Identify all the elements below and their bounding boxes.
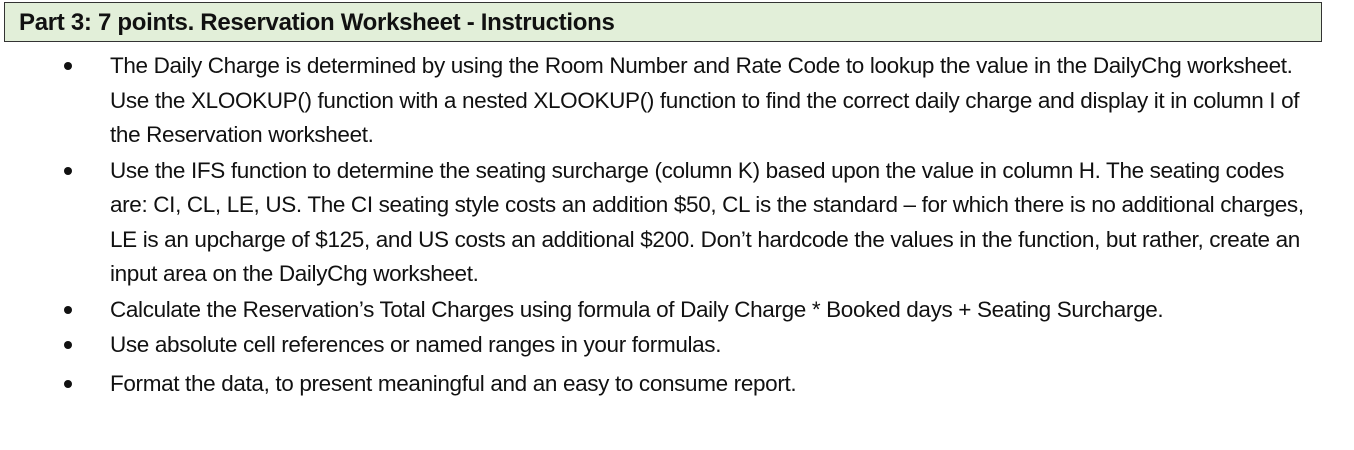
list-item [0,293,1354,328]
bullet-icon [64,380,72,388]
section-title: Part 3: 7 points. Reservation Worksheet - Instructions [19,9,615,36]
instruction-text: Calculate the Reservation’s Total Charges using formula of Daily Charge * Booked days + Seating Surcharge. [110,296,1164,322]
bullet-icon [64,306,72,314]
instruction-text: Format the data, to present meaningful and an easy to consume report. [110,370,797,396]
list-item [0,328,1354,363]
bullet-icon [64,341,72,349]
list-item [0,154,1354,292]
bullet-icon [64,167,72,175]
list-item [0,49,1354,153]
instruction-text: The Daily Charge is determined by using the Room Number and Rate Code to lookup the value in the DailyChg worksheet. Use the XLOOKUP() function with a nested XLOOKUP() function to find the correct daily charge and display it in column I of the Reservation worksheet. [110,53,1300,147]
list-item [0,367,1354,402]
bullet-icon [64,62,72,70]
section-header [4,2,1322,42]
instruction-text: Use absolute cell references or named ranges in your formulas. [110,332,722,357]
instruction-list [0,49,1354,401]
instruction-text: Use the IFS function to determine the seating surcharge (column K) based upon the value in column H. The seating codes are: CI, CL, LE, US. The CI seating style costs an addition $50, CL is the standard – for which there is no additional charges, LE is an upcharge of $125, and US costs an additional $200. Don’t hardcode the values in the function, but rather, create an input area on the DailyChg worksheet. [110,157,1304,286]
